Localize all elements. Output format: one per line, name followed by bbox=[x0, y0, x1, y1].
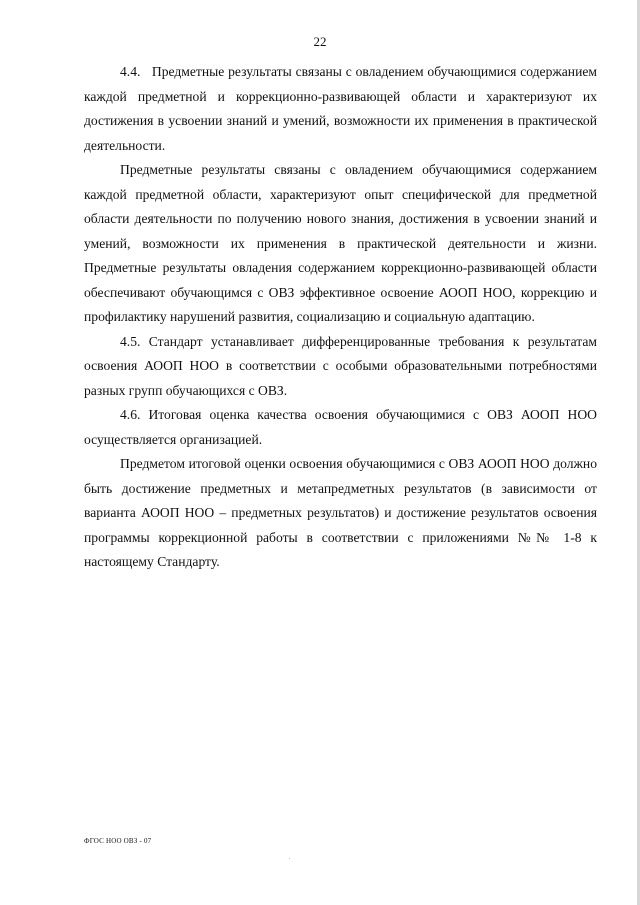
paragraph-4-6: 4.6. Итоговая оценка качества освоения обучающимися с ОВЗ АООП НОО осуществляется организацией. bbox=[84, 407, 597, 447]
scan-speck bbox=[289, 858, 290, 859]
paragraph-subject-results: Предметные результаты связаны с овладением обучающимися содержанием каждой предметной области, характеризуют опыт специфической для предметной области деятельности по получению нового знания, достижения в усвоении знаний и умений, возможности их применения в практической деятельности и жизни. Предметные результаты овладения содержанием коррекционно-развивающей области обеспечивают обучающимся с ОВЗ эффективное освоение АООП НОО, коррекцию и профилактику нарушений развития, социализацию и социальную адаптацию. bbox=[84, 162, 597, 324]
paragraph-4-4: 4.4. Предметные результаты связаны с овладением обучающимися содержанием каждой предметной и коррекционно-развивающей области и характеризуют их достижения в усвоении знаний и умений, возможности их применения в практической деятельности. bbox=[84, 64, 597, 153]
paragraph-4-5: 4.5. Стандарт устанавливает дифференцированные требования к результатам освоения АООП НОО в соответствии с особыми образовательными потребностями разных групп обучающихся с ОВЗ. bbox=[84, 333, 597, 398]
paragraph-final-assessment: Предметом итоговой оценки освоения обучающимися с ОВЗ АООП НОО должно быть достижение предметных и метапредметных результатов (в зависимости от варианта АООП НОО – предметных результатов) и достижение результатов освоения программы коррекционной работы в соответствии с приложениями №№ 1-8 к настоящему Стандарту. bbox=[84, 456, 597, 569]
page-number: 22 bbox=[313, 34, 327, 49]
document-body bbox=[84, 60, 597, 575]
footer-code: ФГОС НОО ОВЗ - 07 bbox=[84, 837, 152, 845]
